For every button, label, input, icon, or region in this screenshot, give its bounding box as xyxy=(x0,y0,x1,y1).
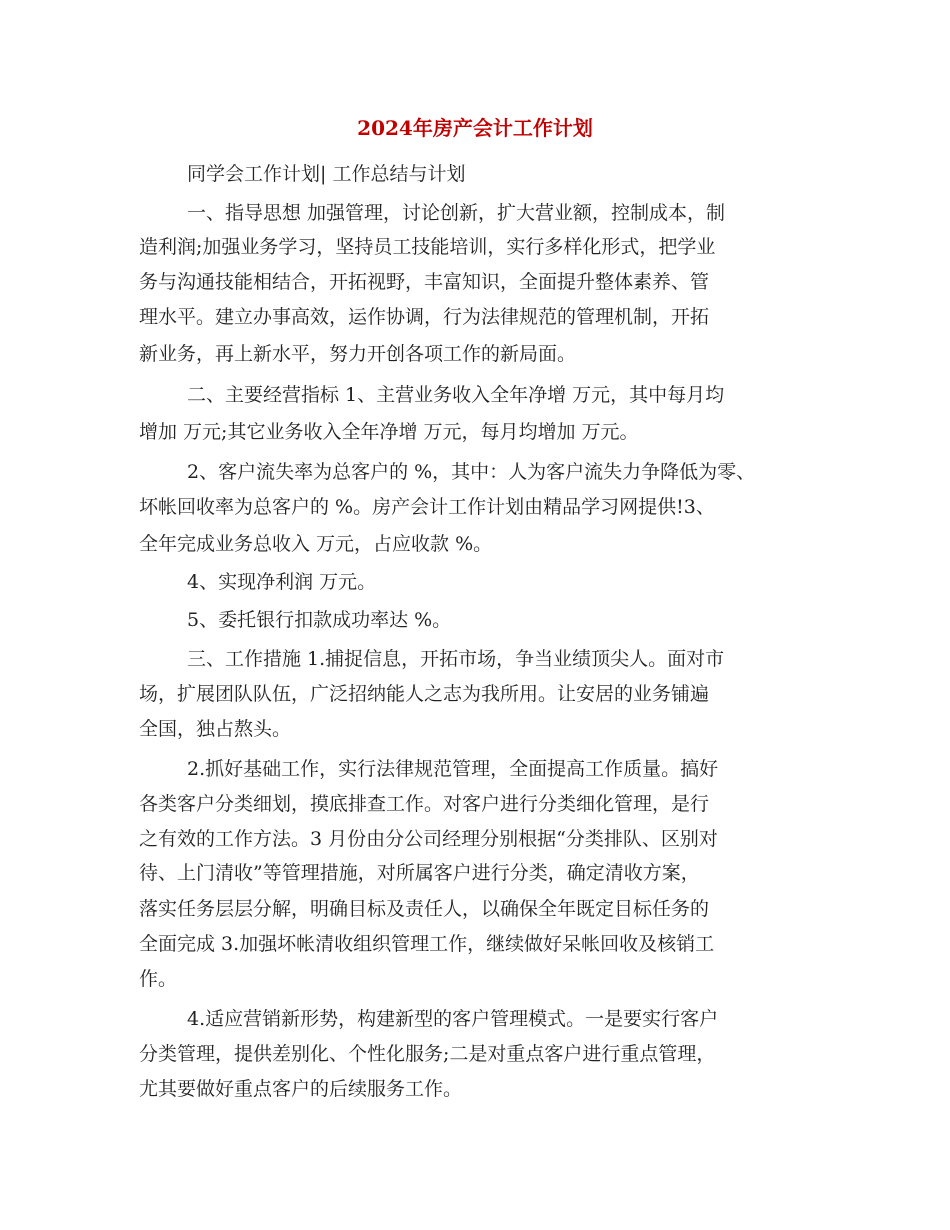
body-line: 4、实现净利润 万元。 xyxy=(187,571,377,593)
document-title: 2024年房产会计工作计划 xyxy=(357,116,593,140)
body-line: 全国，独占熬头。 xyxy=(139,718,292,740)
body-line: 一、指导思想 加强管理，讨论创新，扩大营业额，控制成本，制 xyxy=(187,202,726,224)
body-line: 2、客户流失率为总客户的 %，其中：人为客户流失力争降低为零、 xyxy=(187,461,756,483)
body-line: 新业务，再上新水平，努力开创各项工作的新局面。 xyxy=(139,343,577,365)
body-line: 二、主要经营指标 1、主营业务收入全年净增 万元，其中每月均 xyxy=(187,384,725,406)
body-line: 各类客户分类细划，摸底排查工作。对客户进行分类细化管理，是行 xyxy=(139,793,710,815)
body-line: 落实任务层层分解，明确目标及责任人，以确保全年既定目标任务的 xyxy=(139,898,710,920)
body-line: 三、工作措施 1.捕捉信息，开拓市场，争当业绩顶尖人。面对市 xyxy=(187,648,725,670)
body-line: 增加 万元;其它业务收入全年净增 万元，每月均增加 万元。 xyxy=(139,421,639,443)
body-line: 坏帐回收率为总客户的 %。房产会计工作计划由精品学习网提供!3、 xyxy=(139,496,715,518)
body-line: 5、委托银行扣款成功率达 %。 xyxy=(187,609,452,631)
body-line: 同学会工作计划| 工作总结与计划 xyxy=(187,163,466,185)
body-line: 理水平。建立办事高效，运作协调，行为法律规范的管理机制，开拓 xyxy=(139,306,710,328)
body-line: 作。 xyxy=(139,968,178,990)
body-line: 全面完成 3.加强坏帐清收组织管理工作，继续做好呆帐回收及核销工 xyxy=(139,933,715,955)
body-line: 4.适应营销新形势，构建新型的客户管理模式。一是要实行客户 xyxy=(187,1008,719,1030)
body-line: 尤其要做好重点客户的后续服务工作。 xyxy=(139,1078,463,1100)
body-line: 待、上门清收”等管理措施，对所属客户进行分类，确定清收方案， xyxy=(139,862,700,884)
body-line: 2.抓好基础工作，实行法律规范管理，全面提高工作质量。搞好 xyxy=(187,758,719,780)
body-line: 场，扩展团队队伍，广泛招纳能人之志为我所用。让安居的业务铺遍 xyxy=(139,683,710,705)
body-line: 之有效的工作方法。3 月份由分公司经理分别根据“分类排队、区别对 xyxy=(139,828,718,850)
body-line: 造利润;加强业务学习，坚持员工技能培训，实行多样化形式，把学业 xyxy=(139,236,716,258)
body-line: 务与沟通技能相结合，开拓视野，丰富知识，全面提升整体素养、管 xyxy=(139,271,710,293)
body-line: 分类管理，提供差别化、个性化服务;二是对重点客户进行重点管理， xyxy=(139,1043,716,1065)
body-line: 全年完成业务总收入 万元，占应收款 %。 xyxy=(139,533,493,555)
